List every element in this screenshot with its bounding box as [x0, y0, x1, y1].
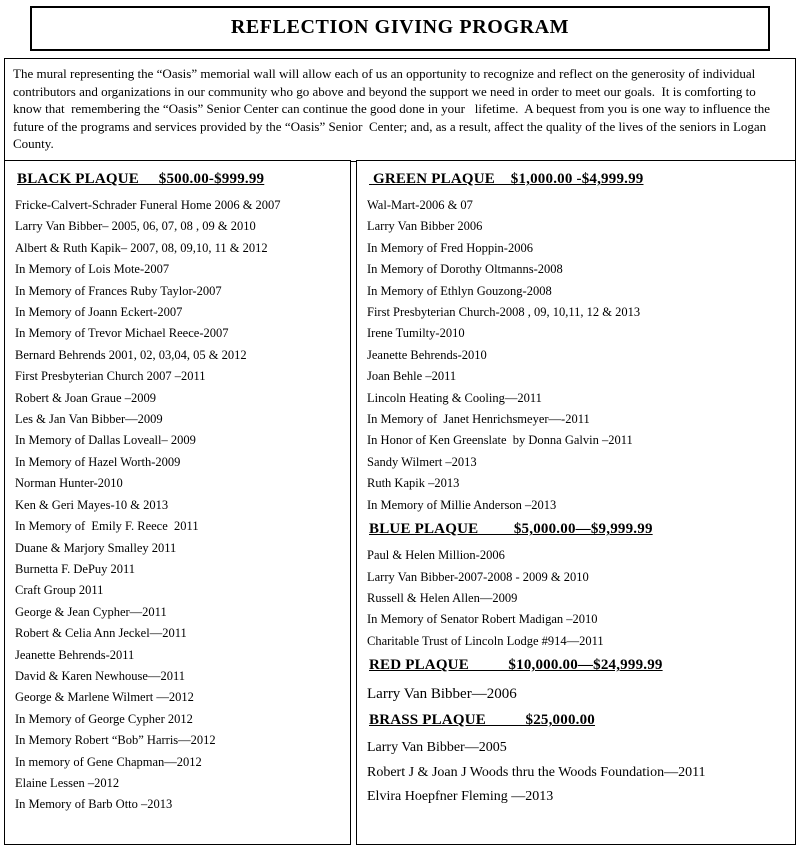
donor-entry: Craft Group 2011 [15, 583, 104, 598]
intro-paragraph: The mural representing the “Oasis” memorial wall will allow each of us an opportunity to recognize and reflect on the generosity of individual contributors and organizations in our community who go above and beyond the support we need in order to meet our goals. It is comforting to know that remembering the “Oasis” Senior Center can continue the good done in your lifetime. A bequest from you is one way to influence the future of the programs and services provided by the “Oasis” Senior Center; and, as a result, affect the quality of the lives of the seniors in Logan County. [4, 58, 796, 162]
red-plaque-section [367, 657, 787, 707]
donor-entry: Larry Van Bibber—2006 [367, 686, 517, 703]
donor-entry: Burnetta F. DePuy 2011 [15, 561, 136, 576]
donor-entry: Ken & Geri Mayes-10 & 2013 [15, 497, 169, 512]
donor-entry: Lincoln Heating & Cooling—2011 [367, 390, 542, 405]
donor-entry: Jeanette Behrends-2010 [367, 347, 487, 362]
green-plaque-section [367, 171, 787, 516]
blue-plaque-section [367, 521, 787, 652]
donor-entry: Russell & Helen Allen—2009 [367, 590, 518, 605]
donor-entry: Larry Van Bibber 2006 [367, 219, 483, 234]
red-plaque-entries [367, 681, 787, 707]
blue-plaque-entries [367, 545, 787, 652]
donor-entry: Elvira Hoepfner Fleming —2013 [367, 789, 554, 805]
donor-entry: First Presbyterian Church 2007 –2011 [15, 369, 206, 384]
donor-entry: In Memory of George Cypher 2012 [15, 711, 193, 726]
donor-entry: Joan Behle –2011 [367, 369, 457, 384]
donor-entry: In Memory of Dallas Loveall– 2009 [15, 433, 196, 448]
donor-entry: In Memory of Joann Eckert-2007 [15, 305, 183, 320]
donor-entry: In Memory of Trevor Michael Reece-2007 [15, 326, 229, 341]
donor-entry: First Presbyterian Church-2008 , 09, 10,11, 12 & 2013 [367, 305, 641, 320]
donor-entry: Sandy Wilmert –2013 [367, 454, 477, 469]
donor-entry: In Memory of Hazel Worth-2009 [15, 454, 181, 469]
right-column [356, 160, 796, 845]
donor-entry: In Memory of Emily F. Reece 2011 [15, 519, 199, 534]
page-title: REFLECTION GIVING PROGRAM [230, 16, 570, 38]
donor-entry: Larry Van Bibber– 2005, 06, 07, 08 , 09 & 2010 [15, 219, 256, 234]
donor-entry: Ruth Kapik –2013 [367, 476, 460, 491]
green-plaque-entries [367, 195, 787, 516]
blue-plaque-heading: BLUE PLAQUE $5,000.00—$9,999.99 [369, 521, 653, 538]
donor-entry: In Memory of Janet Henrichsmeyer—-2011 [367, 412, 590, 427]
red-plaque-heading: RED PLAQUE $10,000.00—$24,999.99 [369, 657, 663, 674]
donor-entry: Larry Van Bibber—2005 [367, 740, 507, 756]
donor-entry: George & Marlene Wilmert —2012 [15, 690, 194, 705]
donor-entry: Irene Tumilty-2010 [367, 326, 465, 341]
donor-entry: Charitable Trust of Lincoln Lodge #914—2011 [367, 633, 604, 648]
donor-entry: In Memory of Barb Otto –2013 [15, 797, 173, 812]
donor-entry: Norman Hunter-2010 [15, 476, 123, 491]
donor-entry: In Memory of Senator Robert Madigan –2010 [367, 612, 598, 627]
donor-entry: In Memory of Fred Hoppin-2006 [367, 240, 533, 255]
black-plaque-heading: BLACK PLAQUE $500.00-$999.99 [17, 171, 265, 187]
donor-entry: Les & Jan Van Bibber—2009 [15, 412, 163, 427]
brass-plaque-section [367, 712, 787, 810]
donor-entry: In Memory of Lois Mote-2007 [15, 262, 170, 277]
brass-plaque-entries [367, 736, 787, 810]
donor-entry: Paul & Helen Million-2006 [367, 548, 505, 563]
donor-entry: Fricke-Calvert-Schrader Funeral Home 2006 & 2007 [15, 198, 281, 212]
donor-entry: Duane & Marjory Smalley 2011 [15, 540, 177, 555]
donor-entry: Bernard Behrends 2001, 02, 03,04, 05 & 2012 [15, 347, 247, 362]
donor-entry: Robert & Joan Graue –2009 [15, 390, 156, 405]
donor-entry: In memory of Gene Chapman—2012 [15, 754, 202, 769]
donor-entry: Wal-Mart-2006 & 07 [367, 198, 473, 212]
donor-entry: Robert & Celia Ann Jeckel—2011 [15, 626, 187, 641]
donor-entry: In Memory of Millie Anderson –2013 [367, 497, 557, 512]
donor-entry: In Memory of Dorothy Oltmanns-2008 [367, 262, 563, 277]
donor-entry: In Memory of Frances Ruby Taylor-2007 [15, 283, 222, 298]
donor-entry: Elaine Lessen –2012 [15, 775, 120, 790]
donor-entry: In Honor of Ken Greenslate by Donna Galvin –2011 [367, 433, 633, 448]
donor-entry: Jeanette Behrends-2011 [15, 647, 135, 662]
donor-entry: David & Karen Newhouse—2011 [15, 668, 185, 683]
donor-entry: Larry Van Bibber-2007-2008 - 2009 & 2010 [367, 569, 589, 584]
green-plaque-heading: GREEN PLAQUE $1,000.00 -$4,999.99 [369, 171, 644, 187]
donor-entry: Albert & Ruth Kapik– 2007, 08, 09,10, 11 & 2012 [15, 240, 268, 255]
donor-entry: Robert J & Joan J Woods thru the Woods Foundation—2011 [367, 764, 706, 780]
black-plaque-section [4, 160, 351, 845]
brass-plaque-heading: BRASS PLAQUE $25,000.00 [369, 712, 596, 729]
document-title-box [30, 6, 770, 51]
donor-entry: George & Jean Cypher—2011 [15, 604, 167, 619]
donor-entry: In Memory of Ethlyn Gouzong-2008 [367, 283, 552, 298]
black-plaque-entries [15, 195, 342, 816]
donor-entry: In Memory Robert “Bob” Harris—2012 [15, 733, 216, 748]
